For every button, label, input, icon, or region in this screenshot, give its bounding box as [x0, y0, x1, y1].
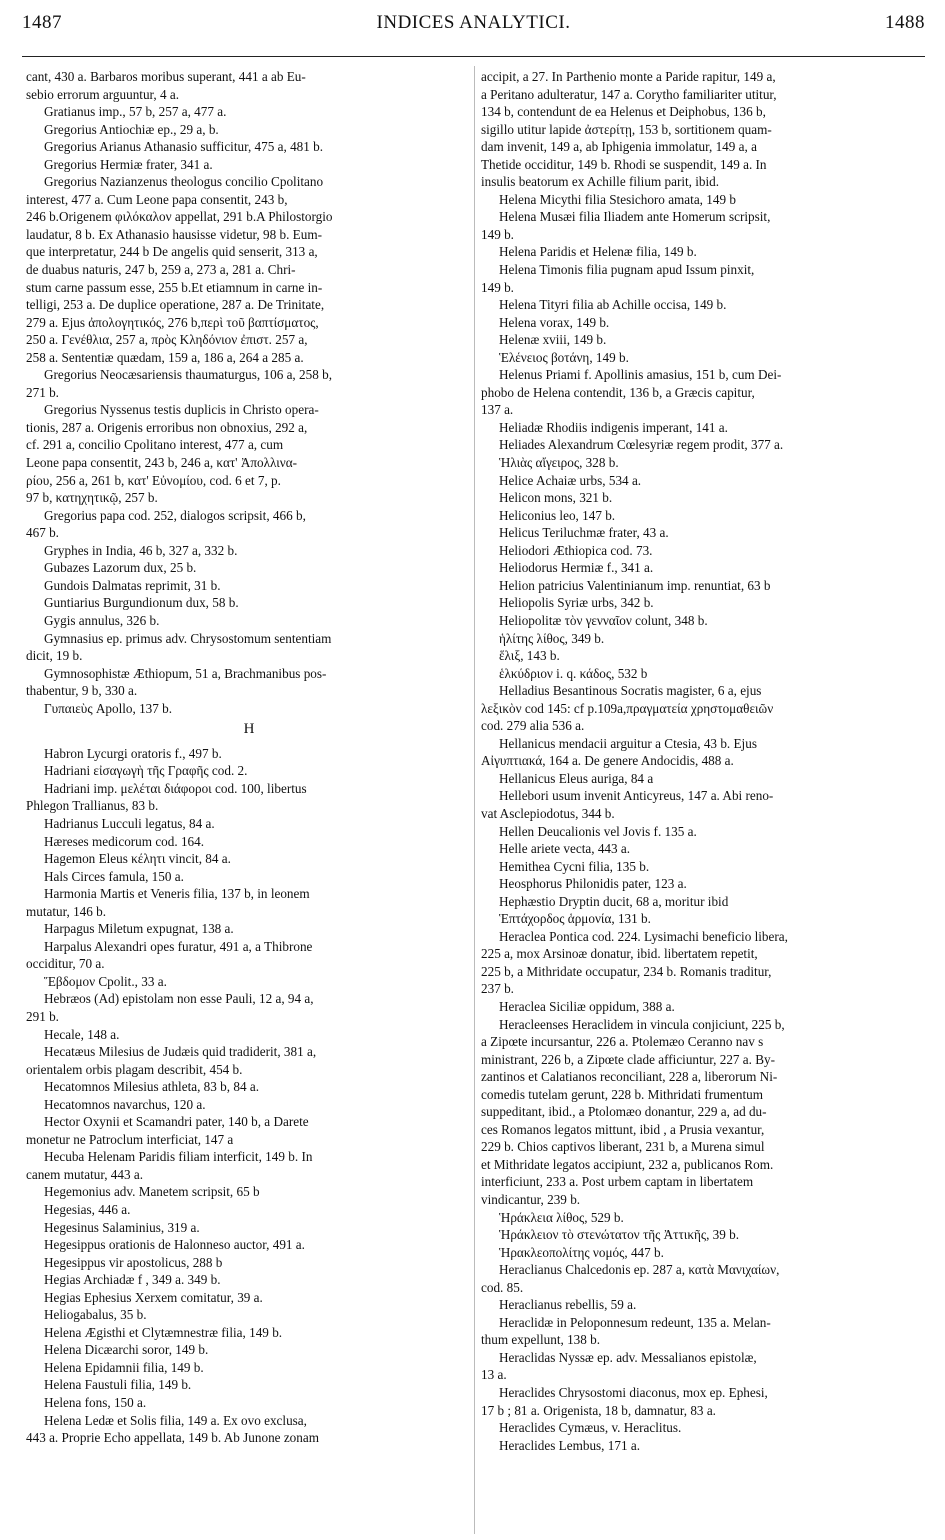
- index-line: Gregorius Nyssenus testis duplicis in Christo opera-: [44, 402, 319, 418]
- page-number-left: 1487: [22, 12, 62, 33]
- index-line: 149 b.: [481, 279, 514, 295]
- index-line: Helena Timonis filia pugnam apud Issum pinxit,: [499, 262, 755, 278]
- index-line: Helena Dicæarchi soror, 149 b.: [44, 1342, 209, 1358]
- index-line: Heliodori Æthiopica cod. 73.: [499, 542, 653, 558]
- index-line: Hegesias, 446 a.: [44, 1202, 131, 1217]
- index-line: ἡλίτης λίθος, 349 b.: [499, 630, 605, 646]
- index-line: Gregorius Nazianzenus theologus concilio Cpolitano: [44, 174, 324, 190]
- index-line: Heliopolitæ τὸν γενναῖον colunt, 348 b.: [499, 612, 708, 628]
- index-line: 97 b, κατηχητικῷ, 257 b.: [26, 490, 158, 506]
- index-line: cant, 430 a. Barbaros moribus superant, 441 a ab Eu-: [26, 69, 306, 84]
- index-line: Ἕβδομον Cpolit., 33 a.: [44, 973, 167, 989]
- index-line: Heraclianus rebellis, 59 a.: [499, 1297, 637, 1313]
- index-line: Hagemon Eleus κέλητι vincit, 84 a.: [44, 851, 231, 867]
- index-line: Heraclides Cymæus, v. Heraclitus.: [499, 1420, 682, 1436]
- index-line: Hemithea Cycni filia, 135 b.: [499, 858, 650, 874]
- index-line: monetur ne Patroclum interficiat, 147 a: [26, 1131, 234, 1147]
- index-line: Ἡλιὰς αἴγειρος, 328 b.: [499, 455, 619, 471]
- index-line: interficiunt, 233 a. Post urbem captam in libertatem: [481, 1174, 754, 1190]
- index-line: Ἡράκλειον τὸ στενώτατον τῆς Ἀττικῆς, 39 b.: [499, 1227, 740, 1243]
- index-line: Ἡρακλεοπολίτης νομός, 447 b.: [499, 1244, 664, 1260]
- index-line: laudatur, 8 b. Ex Athanasio hausisse videtur, 98 b. Eum-: [26, 226, 322, 242]
- index-line: Heliodorus Hermiæ f., 341 a.: [499, 560, 654, 576]
- index-line: Hegesippus vir apostolicus, 288 b: [44, 1254, 223, 1270]
- index-line: Hebræos (Ad) epistolam non esse Pauli, 12 a, 94 a,: [44, 991, 314, 1007]
- index-line: cod. 85.: [481, 1279, 524, 1295]
- index-line: orientalem orbis plagam describit, 454 b.: [26, 1061, 243, 1077]
- index-line: Helena Musæi filia Iliadem ante Homerum scripsit,: [499, 209, 771, 225]
- index-line: a Zipœte incursantur, 226 a. Ptolemæo Ceranno nav s: [481, 1034, 764, 1050]
- index-line: Heliadæ Rhodiis indigenis imperant, 141 a.: [499, 419, 728, 435]
- index-line: vat Asclepiodotus, 344 b.: [481, 805, 615, 821]
- index-line: thum expellunt, 138 b.: [481, 1332, 601, 1348]
- index-line: Gubazes Lazorum dux, 25 b.: [44, 560, 197, 576]
- index-line: Hector Oxynii et Scamandri pater, 140 b, a Darete: [44, 1114, 309, 1130]
- section-letter: H: [243, 721, 255, 738]
- index-line: Gymnasius ep. primus adv. Chrysostomum sententiam: [44, 630, 332, 646]
- index-line: Helenus Priami f. Apollinis amasius, 151 b, cum Dei-: [499, 367, 782, 383]
- index-line: Hæreses medicorum cod. 164.: [44, 833, 205, 849]
- index-line: Helladius Besantinous Socratis magister, 6 a, ejus: [499, 683, 762, 699]
- index-line: Helena Ledæ et Solis filia, 149 a. Ex ovo exclusa,: [44, 1412, 307, 1428]
- index-line: Gryphes in India, 46 b, 327 a, 332 b.: [44, 542, 238, 558]
- index-line: 246 b.Origenem φιλόκαλον appellat, 291 b.A Philostorgio: [26, 209, 333, 225]
- index-line: 134 b, contendunt de ea Helenus et Deiphobus, 136 b,: [481, 104, 766, 120]
- index-line: Helena Micythi filia Stesichoro amata, 149 b: [499, 191, 736, 207]
- index-line: Gregorius Neocæsariensis thaumaturgus, 106 a, 258 b,: [44, 367, 332, 383]
- index-line: Ἑλένειος βοτάνη, 149 b.: [499, 349, 629, 365]
- index-line: Hegesippus orationis de Halonneso auctor, 491 a.: [44, 1237, 305, 1253]
- index-line: Heracleenses Heraclidem in vincula conjiciunt, 225 b,: [499, 1016, 785, 1032]
- index-line: interest, 477 a. Cum Leone papa consentit, 243 b,: [26, 191, 288, 207]
- index-line: Thetide occiditur, 149 b. Rhodi se suspendit, 149 a. In: [481, 156, 767, 172]
- index-line: dicit, 19 b.: [26, 648, 83, 664]
- index-line: et Mithridate legatos accipiunt, 232 a, publicanos Rom.: [481, 1156, 774, 1172]
- index-line: Hals Circes famula, 150 a.: [44, 868, 184, 884]
- index-line: 258 a. Sententiæ quædam, 159 a, 186 a, 264 a 285 a.: [26, 349, 304, 365]
- index-line: dam invenit, 149 a, ab Iphigenia immolatur, 149 a, a: [481, 139, 757, 155]
- index-line: Helion patricius Valentinianum imp. renuntiat, 63 b: [499, 577, 771, 593]
- page-header: [22, 4, 925, 54]
- index-line: Helenæ xviii, 149 b.: [499, 332, 607, 348]
- index-line: Heraclea Siciliæ oppidum, 388 a.: [499, 998, 675, 1014]
- index-line: Guntiarius Burgundionum dux, 58 b.: [44, 595, 239, 611]
- index-line: Gymnosophistæ Æthiopum, 51 a, Brachmanibus pos-: [44, 665, 327, 681]
- index-line: ἑλκύδριον i. q. κάδος, 532 b: [499, 665, 648, 681]
- index-line: Gundois Dalmatas reprimit, 31 b.: [44, 577, 221, 593]
- index-line: tionis, 287 a. Origenis erroribus non obnoxius, 292 a,: [26, 419, 308, 435]
- index-line: Helicus Teriluchmæ frater, 43 a.: [499, 525, 669, 541]
- index-line: Heraclianus Chalcedonis ep. 287 a, κατὰ Μανιχαίων,: [499, 1262, 780, 1278]
- index-line: 17 b ; 81 a. Origenista, 18 b, damnatur, 83 a.: [481, 1402, 716, 1418]
- index-line: Heraclidæ in Peloponnesum redeunt, 135 a. Melan-: [499, 1314, 771, 1330]
- index-line: Hadriani imp. μελέται διάφοροι cod. 100, libertus: [44, 780, 307, 796]
- index-line: Helena vorax, 149 b.: [499, 314, 610, 330]
- index-line: 271 b.: [26, 384, 59, 400]
- index-line: Helena Paridis et Helenæ filia, 149 b.: [499, 244, 697, 260]
- column-divider: [474, 66, 475, 1534]
- index-line: Harpalus Alexandri opes furatur, 491 a, a Thibrone: [44, 938, 313, 954]
- index-line: que interpretatur, 244 b De angelis quid senserit, 313 a,: [26, 244, 318, 260]
- index-line: Helicon mons, 321 b.: [499, 490, 613, 506]
- index-line: occiditur, 70 a.: [26, 956, 105, 972]
- index-line: 137 a.: [481, 402, 514, 418]
- index-line: Harpagus Miletum expugnat, 138 a.: [44, 921, 234, 937]
- index-line: Hecuba Helenam Paridis filiam interficit, 149 b. In: [44, 1149, 313, 1165]
- index-line: suppeditant, ibid., a Ptolomæo donantur, 229 a, ad du-: [481, 1104, 767, 1120]
- index-line: zantinos et Calatianos reconciliant, 228 a, liberorum Ni-: [481, 1069, 778, 1085]
- index-line: Gregorius Arianus Athanasio sufficitur, 475 a, 481 b.: [44, 139, 324, 155]
- index-line: 250 a. Γενέθλια, 257 a, πρὸς Κληδόνιον ἐπιστ. 257 a,: [26, 332, 308, 348]
- index-line: Gregorius Hermiæ frater, 341 a.: [44, 156, 213, 172]
- index-line: Hellebori usum invenit Anticyreus, 147 a. Abi reno-: [499, 788, 774, 804]
- index-line: Heraclides Chrysostomi diaconus, mox ep. Ephesi,: [499, 1385, 768, 1401]
- index-line: Ἑπτάχορδος ἁρμονία, 131 b.: [499, 911, 651, 927]
- index-line: a Peritano adulteratur, 147 a. Corytho familiariter utitur,: [481, 86, 777, 102]
- index-line: Hephæstio Dryptin ducit, 68 a, moritur ibid: [499, 893, 729, 909]
- index-line: Hellen Deucalionis vel Jovis f. 135 a.: [499, 823, 697, 839]
- index-line: 443 a. Proprie Echo appellata, 149 b. Ab Junone zonam: [26, 1430, 319, 1446]
- index-line: 467 b.: [26, 525, 59, 541]
- index-line: Gratianus imp., 57 b, 257 a, 477 a.: [44, 104, 227, 120]
- index-line: Heraclides Lembus, 171 a.: [499, 1437, 640, 1453]
- index-line: canem mutatur, 443 a.: [26, 1166, 144, 1182]
- index-line: 237 b.: [481, 981, 514, 997]
- index-line: Αἰγυπτιακά, 164 a. De genere Andocidis, 488 a.: [481, 753, 734, 769]
- index-line: Heliconius leo, 147 b.: [499, 507, 616, 523]
- index-line: 225 a, mox Arsinoæ donatur, ibid. libertatem repetit,: [481, 946, 758, 962]
- page-title: INDICES ANALYTICI.: [376, 12, 571, 33]
- index-line: stum carne passum esse, 255 b.Et etiamnum in carne in-: [26, 279, 323, 295]
- index-line: Heosphorus Philonidis pater, 123 a.: [499, 876, 687, 892]
- index-line: Heliades Alexandrum Cœlesyriæ regem prodit, 377 a.: [499, 437, 784, 453]
- index-line: Hegemonius adv. Manetem scripsit, 65 b: [44, 1184, 260, 1200]
- index-line: Gygis annulus, 326 b.: [44, 612, 160, 628]
- index-line: ἕλιξ, 143 b.: [499, 648, 560, 664]
- index-line: de duabus naturis, 247 b, 259 a, 273 a, 281 a. Chri-: [26, 262, 296, 278]
- index-line: Γυπαιεὺς Apollo, 137 b.: [44, 700, 173, 716]
- index-line: insulis beatorum ex Achille filium parit, ibid.: [481, 174, 720, 190]
- index-line: Helena fons, 150 a.: [44, 1395, 147, 1411]
- index-line: sigillo utitur lapide ἀστερίτῃ, 153 b, sortitionem quam-: [481, 121, 772, 137]
- index-line: Gregorius papa cod. 252, dialogos scripsit, 466 b,: [44, 507, 306, 523]
- page-number-right: 1488: [885, 12, 925, 33]
- index-line: Heliogabalus, 35 b.: [44, 1307, 147, 1323]
- index-line: Hecatomnos Milesius athleta, 83 b, 84 a.: [44, 1079, 259, 1095]
- index-line: Harmonia Martis et Veneris filia, 137 b, in leonem: [44, 886, 310, 902]
- index-line: cf. 291 a, concilio Cpolitano interest, 477 a, cum: [26, 437, 284, 453]
- index-line: Helena Epidamnii filia, 149 b.: [44, 1359, 204, 1375]
- index-line: Hecale, 148 a.: [44, 1026, 120, 1042]
- index-line: λεξικὸν cod 145: cf p.109a,πραγματεία χρηστομαθειῶν: [481, 700, 774, 716]
- index-line: Hecatomnos navarchus, 120 a.: [44, 1096, 206, 1112]
- index-line: Gregorius Antiochiæ ep., 29 a, b.: [44, 121, 219, 137]
- index-line: Leone papa consentit, 243 b, 246 a, κατ' Ἀπολλινα-: [26, 455, 298, 471]
- index-line: Phlegon Trallianus, 83 b.: [26, 798, 159, 814]
- index-line: Helena Tityri filia ab Achille occisa, 149 b.: [499, 297, 727, 313]
- index-line: 13 a.: [481, 1367, 507, 1383]
- index-line: Hadrianus Lucculi legatus, 84 a.: [44, 815, 215, 831]
- index-line: Hellanicus mendacii arguitur a Ctesia, 43 b. Ejus: [499, 735, 757, 751]
- index-line: 149 b.: [481, 226, 514, 242]
- index-line: Helena Ægisthi et Clytæmnestræ filia, 149 b.: [44, 1324, 283, 1340]
- index-line: Helena Faustuli filia, 149 b.: [44, 1377, 192, 1393]
- index-line: Ἡράκλεια λίθος, 529 b.: [499, 1209, 624, 1225]
- index-line: Hellanicus Eleus auriga, 84 a: [499, 770, 654, 786]
- header-rule: [22, 56, 925, 57]
- index-line: Helice Achaiæ urbs, 534 a.: [499, 472, 642, 488]
- index-line: vindicantur, 239 b.: [481, 1192, 581, 1207]
- index-line: accipit, a 27. In Parthenio monte a Paride rapitur, 149 a,: [481, 69, 776, 84]
- index-line: Heraclea Pontica cod. 224. Lysimachi beneficio libera,: [499, 928, 788, 944]
- index-line: 291 b.: [26, 1008, 59, 1024]
- index-line: 225 b, a Mithridate occupatur, 234 b. Romanis traditur,: [481, 963, 772, 979]
- index-line: sebio errorum arguuntur, 4 a.: [26, 86, 180, 102]
- index-line: mutatur, 146 b.: [26, 903, 107, 919]
- index-line: 229 b. Chios captivos liberant, 231 b, a Murena simul: [481, 1139, 765, 1155]
- index-line: cod. 279 alia 536 a.: [481, 718, 585, 734]
- index-line: Helle ariete vecta, 443 a.: [499, 841, 631, 857]
- index-line: ces Romanos legatos mittunt, ibid , a Prusia vexantur,: [481, 1121, 765, 1137]
- index-line: Hegesinus Salaminius, 319 a.: [44, 1219, 200, 1235]
- index-line: phobo de Helena contendit, 136 b, a Græcis capitur,: [481, 384, 755, 400]
- index-line: Heraclidas Nyssæ ep. adv. Messalianos epistolæ,: [499, 1349, 757, 1365]
- right-column: [481, 68, 927, 1454]
- index-line: ρίου, 256 a, 261 b, κατ' Εὐνομίου, cod. 6 et 7, p.: [26, 472, 281, 488]
- index-line: Hegias Ephesius Xerxem comitatur, 39 a.: [44, 1289, 263, 1305]
- index-line: ministrant, 226 b, a Zipœte clade afficiuntur, 227 a. By-: [481, 1051, 776, 1067]
- index-line: comedis tutelam gerunt, 228 b. Mithridati frumentum: [481, 1086, 764, 1102]
- index-line: telligi, 253 a. De duplice operatione, 287 a. De Trinitate,: [26, 297, 325, 313]
- index-line: thabentur, 9 b, 330 a.: [26, 683, 138, 699]
- left-column: [26, 68, 472, 1447]
- index-line: Hecatæus Milesius de Judæis quid tradiderit, 381 a,: [44, 1044, 317, 1060]
- index-line: 279 a. Ejus ἀπολογητικός, 276 b,περὶ τοῦ βαπτίσματος,: [26, 314, 319, 330]
- index-line: Heliopolis Syriæ urbs, 342 b.: [499, 595, 654, 611]
- index-line: Habron Lycurgi oratoris f., 497 b.: [44, 745, 222, 761]
- index-line: Hegias Archiadæ f , 349 a. 349 b.: [44, 1272, 221, 1288]
- index-line: Hadriani εἰσαγωγὴ τῆς Γραφῆς cod. 2.: [44, 763, 248, 779]
